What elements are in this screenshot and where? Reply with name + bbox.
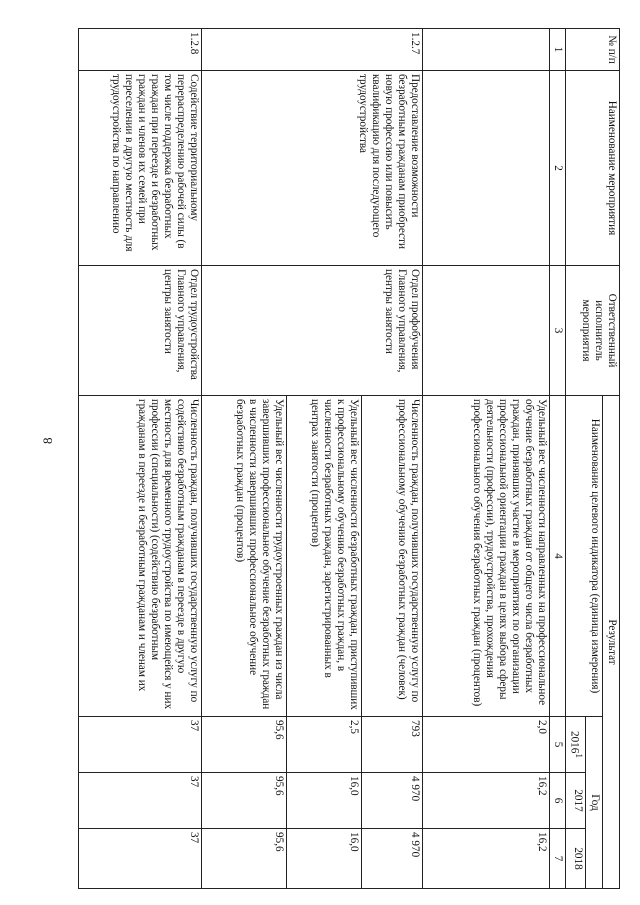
program-table — [78, 28, 620, 889]
row-indicator: Численность граждан, получивших государственную услугу по содействию безработным гражданам в переезде в другую местность для временного трудоустройства по имеющейся у них профессии (специальности) (содействию безработным гражданам в переезде и безработным гражданам и членам их — [79, 396, 202, 717]
column-number: 2 — [550, 71, 566, 266]
header-result: Результат — [603, 396, 620, 889]
column-number: 1 — [550, 29, 566, 71]
row-num — [423, 29, 550, 71]
row-value-2016: 95,6 — [202, 717, 287, 773]
row-value-2018: 16,2 — [423, 829, 550, 889]
row-indicator: Численность граждан, получивших государственную услугу по профессиональному обучению безработных граждан (человек) — [362, 396, 423, 717]
footnote-marker: 1 — [573, 753, 583, 759]
row-responsible — [423, 266, 550, 396]
header-responsible: Ответственный исполнитель мероприятия — [566, 266, 620, 396]
row-num: 1.2.8 — [79, 29, 202, 71]
row-value-2018: 4 970 — [362, 829, 423, 889]
row-indicator: Удельный вес численности трудоустроенных граждан из числа завершивших профессиональное обучение безработных граждан в численности завершивших профессиональное обучение безработных граждан (процентов) — [202, 396, 287, 717]
row-num: 1.2.7 — [202, 29, 423, 71]
row-value-2018: 95,6 — [202, 829, 287, 889]
header-num: № п/п — [566, 29, 620, 71]
row-measure — [423, 71, 550, 266]
column-number: 4 — [550, 396, 566, 717]
row-value-2017: 95,6 — [202, 773, 287, 829]
row-value-2016: 2,5 — [287, 717, 362, 773]
row-value-2016: 793 — [362, 717, 423, 773]
row-responsible: Отдел профобучения Главного управления, центры занятости — [202, 266, 423, 396]
header-year-2016 — [566, 717, 586, 773]
column-number: 6 — [550, 773, 566, 829]
column-number: 3 — [550, 266, 566, 396]
row-value-2017: 4 970 — [362, 773, 423, 829]
page-number: 8 — [40, 437, 55, 444]
table-row — [79, 29, 202, 889]
header-year-2017: 2017 — [566, 773, 586, 829]
row-value-2018: 37 — [79, 829, 202, 889]
column-number: 5 — [550, 717, 566, 773]
column-number-row — [550, 29, 566, 889]
row-value-2017: 37 — [79, 773, 202, 829]
header-indicator: Наименование целевого индикатора (единица измерения) — [566, 396, 603, 717]
table-row — [362, 29, 423, 889]
row-value-2016: 2,0 — [423, 717, 550, 773]
row-measure: Предоставление возможности безработным гражданам приобрести новую профессию или повысить квалификацию для последующего трудоустройства — [202, 71, 423, 266]
header-measure: Наименование мероприятия — [566, 71, 620, 266]
header-year: Год — [586, 717, 603, 889]
table-row — [423, 29, 550, 889]
row-responsible: Отдел трудоустройства Главного управления, центры занятости — [79, 266, 202, 396]
row-measure: Содействие территориальному перераспределению рабочей силы (в том числе поддержка безработных граждан при переезде и безработных граждан и членов их семей при переселении в другую местность для трудоустройства по направлению — [79, 71, 202, 266]
header-year-2018: 2018 — [566, 829, 586, 889]
row-indicator: Удельный вес численности безработных граждан, приступивших к профессиональному обучению безработных граждан, в численности безработных граждан, зарегистрированных в центрах занятости (процентов) — [287, 396, 362, 717]
row-value-2017: 16,2 — [423, 773, 550, 829]
row-value-2017: 16,0 — [287, 773, 362, 829]
column-number: 7 — [550, 829, 566, 889]
row-value-2018: 16,0 — [287, 829, 362, 889]
row-indicator: Удельный вес численности направленных на профессиональное обучение безработных граждан от общего числа безработных граждан, принявших участие в мероприятиях по организации профессиональной ориентации граждан в целях выбора сферы деятельности (профессии), трудоустройства, прохождения профессионального обучения безработных граждан (процентов) — [423, 396, 550, 717]
header-year-2016-label: 2016 — [568, 730, 581, 754]
rotated-table-container — [30, 28, 620, 888]
row-value-2016: 37 — [79, 717, 202, 773]
